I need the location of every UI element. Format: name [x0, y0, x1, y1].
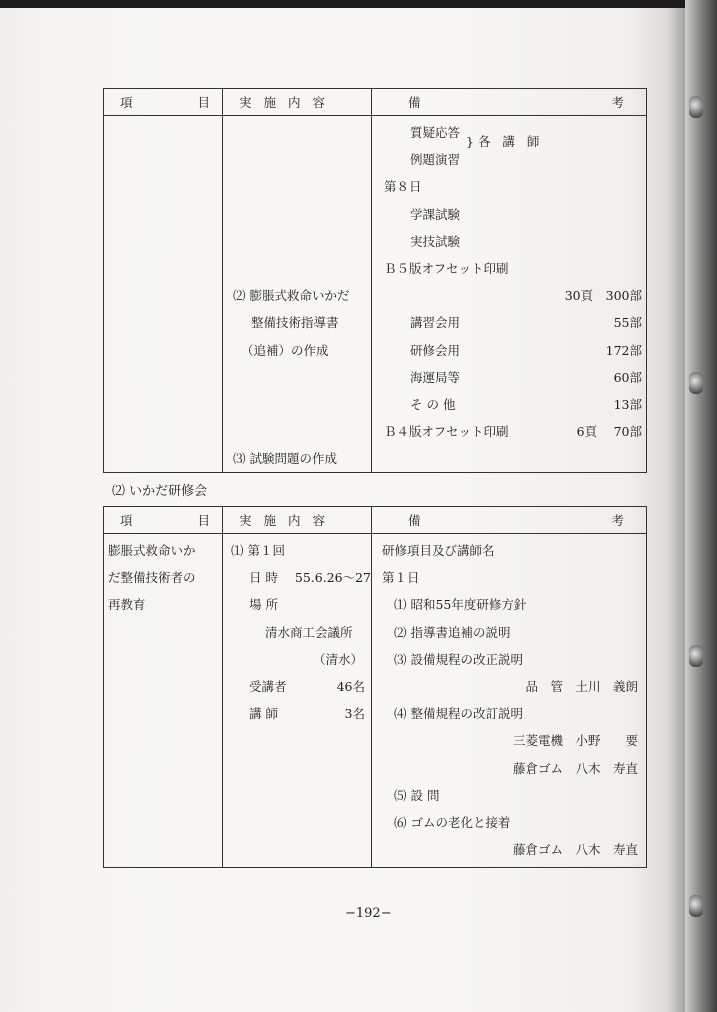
detail-row	[223, 673, 371, 700]
detail-label: 受講者	[249, 678, 287, 694]
remark-lecturer: 品 管 土川 義朗	[525, 678, 638, 694]
remark-count: 55部	[613, 315, 642, 331]
table-row	[104, 116, 647, 473]
header-label: 目	[197, 513, 210, 528]
binder-ring	[689, 372, 703, 394]
detail-row	[223, 564, 371, 591]
lecturer-brace-label: }各 講 師	[466, 134, 544, 149]
detail-value: 55.6.26〜27	[294, 570, 371, 586]
table-row	[104, 534, 647, 868]
remark-text: ⑵ 指導書追補の説明	[394, 624, 511, 640]
remark-row	[372, 309, 646, 336]
page-number: −192−	[345, 906, 392, 921]
list-item: 膨脹式救命いか	[108, 543, 196, 558]
header-label: 考	[611, 513, 624, 528]
binder-ring	[689, 645, 703, 667]
header-label: 備	[408, 95, 421, 110]
remark-count: 60部	[613, 369, 642, 385]
list-item: ⑴ 第１回	[231, 543, 285, 558]
remark-text: 海運局等	[410, 369, 461, 385]
header-label: 項	[120, 95, 133, 110]
remark-text: 研修項目及び講師名	[382, 543, 495, 558]
cell-content	[223, 534, 372, 868]
detail-label: 場 所	[249, 597, 278, 613]
binder-ring	[689, 895, 703, 917]
header-label: 目	[197, 95, 210, 110]
header-label: 備	[408, 513, 421, 528]
remark-text: 講習会用	[410, 315, 461, 331]
cell-item	[104, 534, 223, 868]
list-item: 再教育	[108, 597, 146, 613]
header-item	[104, 507, 223, 534]
remark-row	[372, 337, 646, 364]
list-item: （追補）の作成	[241, 342, 329, 358]
cell-content	[223, 116, 372, 473]
remark-count: 172部	[605, 342, 642, 358]
remark-count: 6頁 70部	[576, 424, 642, 440]
remark-text: ⑴ 昭和55年度研修方針	[394, 597, 527, 613]
remark-text: ⑹ ゴムの老化と接着	[394, 814, 511, 830]
detail-value: 3名	[344, 706, 365, 722]
table-raft-training	[103, 506, 647, 868]
header-content: 実施内容	[223, 507, 372, 534]
cell-remarks	[372, 534, 647, 868]
remark-lecturer: 藤倉ゴム 八木 寿直	[512, 842, 638, 858]
scan-edge	[0, 0, 717, 8]
header-label: 項	[120, 513, 133, 528]
detail-value: 清水商工会議所	[265, 624, 353, 640]
remark-row	[372, 364, 646, 391]
remark-text: 第８日	[384, 179, 422, 195]
cell-remarks	[372, 116, 647, 473]
remark-lecturer: 三菱電機 小野 要	[512, 733, 638, 749]
header-remarks	[372, 89, 647, 116]
remark-text: Ｂ５版オフセット印刷	[384, 260, 509, 276]
brace-group	[372, 119, 646, 173]
table-training-materials	[103, 88, 647, 473]
detail-value: （清水）	[312, 651, 363, 667]
header-label: 考	[611, 95, 624, 110]
binder-spine	[685, 0, 717, 1012]
list-item: 整備技術指導書	[251, 315, 339, 331]
remark-text: 実技試験	[410, 233, 461, 249]
list-item: ⑵ 膨脹式救命いかだ	[233, 288, 350, 304]
remark-row	[372, 391, 646, 418]
cell-item	[104, 116, 223, 473]
remark-text: そ の 他	[410, 396, 456, 412]
remark-row	[372, 418, 646, 445]
section-heading: ⑵ いかだ研修会	[112, 484, 208, 499]
remark-count: 30頁 300部	[564, 288, 642, 304]
remark-text: 学課試験	[410, 206, 461, 222]
list-item: だ整備技術者の	[108, 570, 196, 586]
remark-lecturer: 藤倉ゴム 八木 寿直	[512, 760, 638, 776]
header-remarks	[372, 507, 647, 534]
detail-value: 46名	[336, 678, 365, 694]
header-content: 実施内容	[223, 89, 372, 116]
remark-count: 13部	[613, 396, 642, 412]
remark-text: ⑷ 整備規程の改訂説明	[394, 706, 523, 722]
list-item: ⑶ 試験問題の作成	[233, 451, 337, 467]
binder-ring	[689, 96, 703, 118]
remark-text: ⑶ 設備規程の改正説明	[394, 651, 523, 667]
remark-text: 例題演習	[410, 152, 461, 168]
detail-label: 日 時	[249, 570, 278, 586]
table-header-row	[104, 89, 647, 116]
table-header-row	[104, 507, 647, 534]
remark-text: 質疑応答	[410, 125, 461, 140]
detail-row	[223, 700, 371, 727]
header-item	[104, 89, 223, 116]
remark-text: 研修会用	[410, 342, 461, 358]
remark-text: 第１日	[382, 570, 420, 586]
detail-label: 講 師	[249, 706, 278, 722]
remark-text: ⑸ 設 問	[394, 787, 440, 803]
remark-text: Ｂ４版オフセット印刷	[384, 424, 509, 440]
